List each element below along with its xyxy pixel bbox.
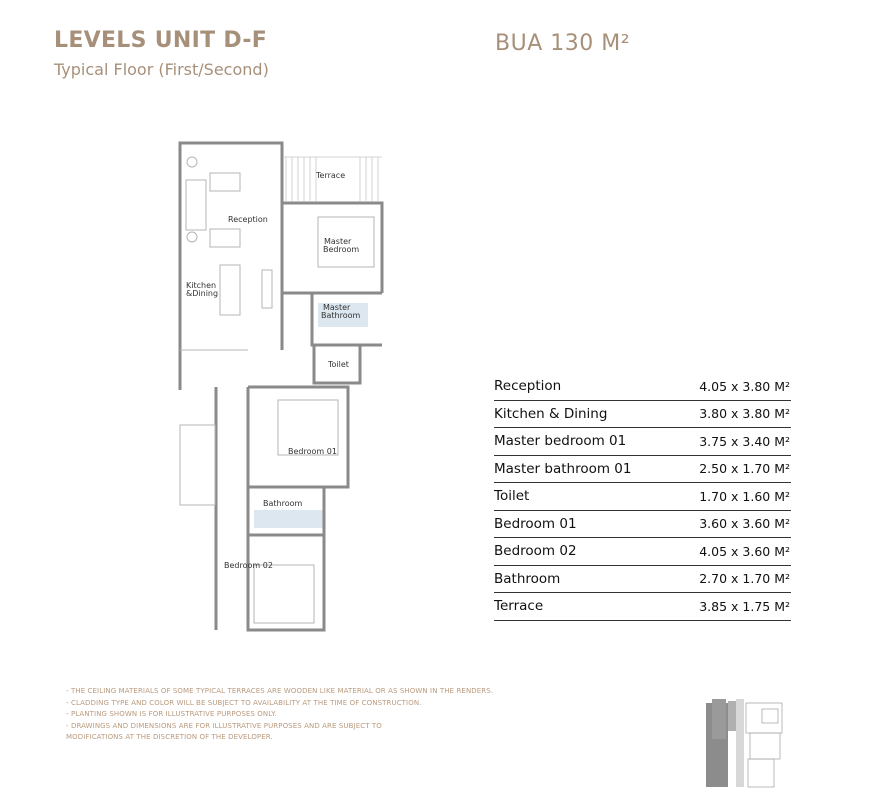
- room-dim: 2.70 x 1.70 M²: [699, 571, 790, 587]
- table-row: [494, 566, 791, 594]
- plan-label-master-bath-2: Bathroom: [321, 311, 361, 320]
- room-name: Master bedroom 01: [494, 433, 627, 450]
- room-dim: 3.60 x 3.60 M²: [699, 516, 790, 532]
- room-name: Bedroom 01: [494, 515, 577, 532]
- table-row: [494, 593, 791, 621]
- plan-label-bedroom-02: Bedroom 02: [224, 561, 273, 570]
- plan-furniture: [180, 157, 374, 623]
- room-name: Terrace: [494, 598, 544, 615]
- floor-plan: [150, 125, 400, 640]
- table-row: [494, 373, 791, 401]
- disclaimer-notes: [66, 686, 493, 744]
- note-line: - DRAWINGS AND DIMENSIONS ARE FOR ILLUSTRATIVE PURPOSES AND ARE SUBJECT TO: [66, 721, 382, 730]
- plan-label-bathroom: Bathroom: [263, 499, 303, 508]
- bua-label: BUA 130 M²: [495, 31, 631, 56]
- bathroom-tile: [254, 510, 324, 528]
- note-line: - PLANTING SHOWN IS FOR ILLUSTRATIVE PURPOSES ONLY.: [66, 710, 277, 718]
- room-dim: 1.70 x 1.60 M²: [699, 488, 790, 504]
- room-dim: 3.80 x 3.80 M²: [699, 406, 790, 422]
- plan-label-master-bedroom-1: Master: [324, 237, 352, 246]
- room-dim: 2.50 x 1.70 M²: [699, 461, 790, 477]
- plan-label-toilet: Toilet: [328, 360, 349, 369]
- plan-label-reception: Reception: [228, 215, 268, 224]
- room-schedule: [494, 373, 791, 621]
- table-row: [494, 456, 791, 484]
- table-row: [494, 428, 791, 456]
- room-name: Master bathroom 01: [494, 460, 632, 477]
- plan-walls: [180, 143, 382, 630]
- plan-label-kitchen-1: Kitchen: [186, 281, 217, 290]
- room-name: Reception: [494, 378, 562, 395]
- room-name: Bathroom: [494, 570, 561, 587]
- room-dim: 3.85 x 1.75 M²: [699, 598, 790, 614]
- plan-label-terrace: Terrace: [316, 171, 346, 180]
- note-line: MODIFICATIONS AT THE DISCRETION OF THE DEVELOPER.: [66, 733, 273, 741]
- note-line: - THE CEILING MATERIALS OF SOME TYPICAL TERRACES ARE WOODEN LIKE MATERIAL OR AS SHOWN IN THE RENDERS.: [66, 687, 494, 695]
- key-plan-thumbnail: [706, 699, 786, 789]
- page-title: LEVELS UNIT D-F: [54, 28, 268, 53]
- note-line: - CLADDING TYPE AND COLOR WILL BE SUBJECT TO AVAILABILITY AT THE TIME OF CONSTRUCTION.: [66, 698, 422, 707]
- room-name: Bedroom 02: [494, 543, 577, 560]
- plan-label-master-bedroom-2: Bedroom: [323, 245, 360, 254]
- table-row: [494, 401, 791, 429]
- plan-label-kitchen-2: &Dining: [186, 289, 219, 298]
- page-subtitle: Typical Floor (First/Second): [54, 60, 269, 79]
- table-row: [494, 511, 791, 539]
- table-row: [494, 483, 791, 511]
- room-dim: 4.05 x 3.60 M²: [699, 543, 790, 559]
- plan-label-bedroom-01: Bedroom 01: [288, 447, 337, 456]
- room-dim: 3.75 x 3.40 M²: [699, 433, 790, 449]
- table-row: [494, 538, 791, 566]
- room-dim: 4.05 x 3.80 M²: [699, 378, 790, 394]
- plan-label-master-bath-1: Master: [323, 303, 351, 312]
- room-name: Toilet: [494, 488, 530, 505]
- room-name: Kitchen & Dining: [494, 405, 608, 422]
